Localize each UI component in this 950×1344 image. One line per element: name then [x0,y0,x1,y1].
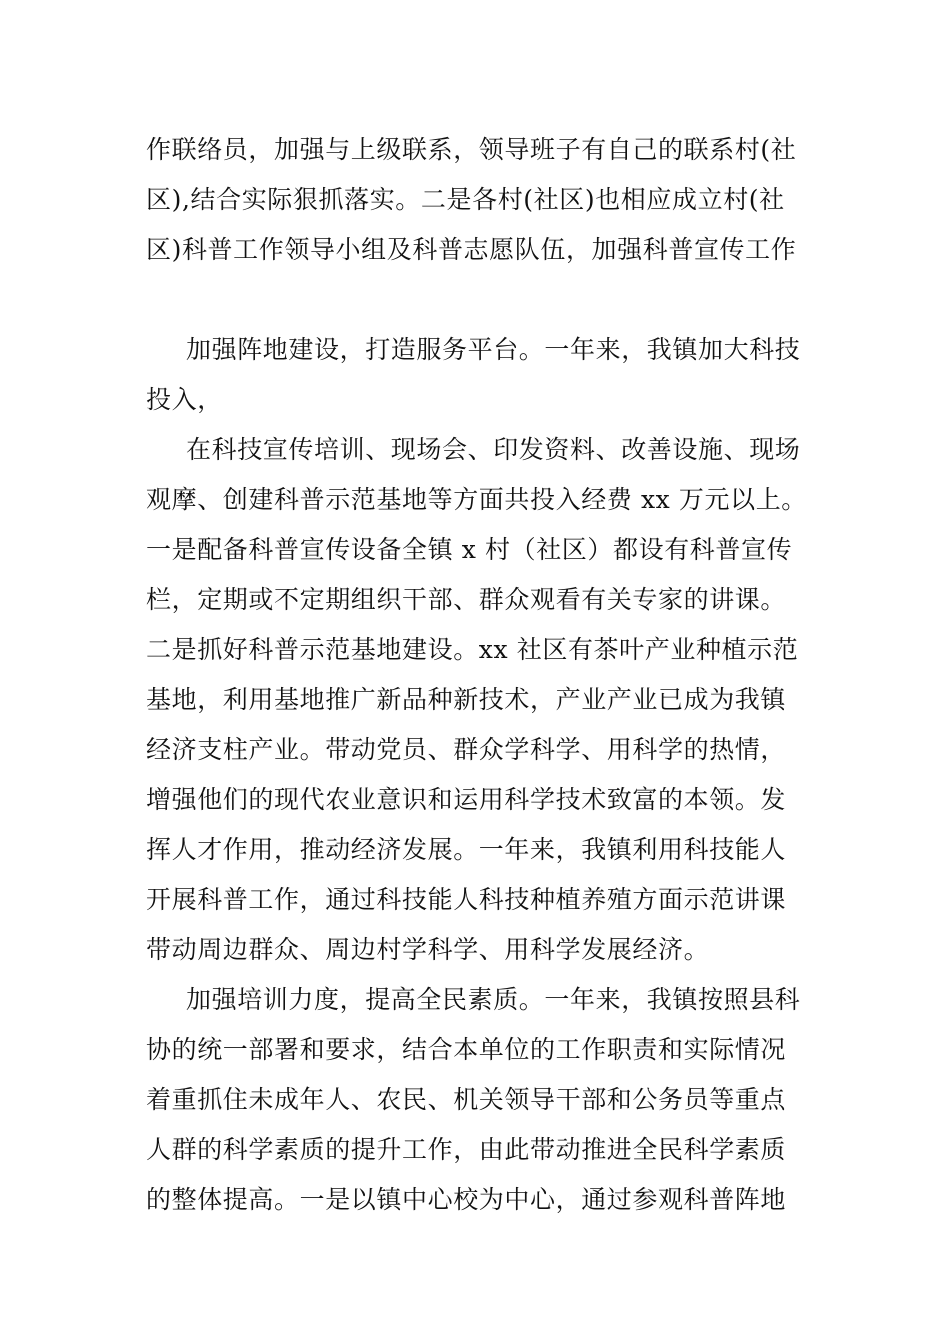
text-line: 着重抓住未成年人、农民、机关领导干部和公务员等重点 [146,1085,787,1114]
paragraph-first-line: 在科技宣传培训、现场会、印发资料、改善设施、现场 [186,435,801,464]
text-line: 投入， [146,385,223,414]
paragraph-first-line: 加强培训力度，提高全民素质。一年来，我镇按照县科 [186,985,801,1014]
text-line: 开展科普工作，通过科技能人科技种植养殖方面示范讲课 [146,885,787,914]
text-line: 协的统一部署和要求，结合本单位的工作职责和实际情况 [146,1035,787,1064]
text-line: 二是抓好科普示范基地建设。xx 社区有茶叶产业种植示范 [146,635,799,664]
text-line: 挥人才作用，推动经济发展。一年来，我镇利用科技能人 [146,835,787,864]
text-line: 观摩、创建科普示范基地等方面共投入经费 xx 万元以上。 [146,485,807,514]
text-line: 增强他们的现代农业意识和运用科学技术致富的本领。发 [146,785,787,814]
text-line: 的整体提高。一是以镇中心校为中心，通过参观科普阵地 [146,1185,787,1214]
paragraph-first-line: 加强阵地建设，打造服务平台。一年来，我镇加大科技 [186,335,801,364]
text-line: 作联络员，加强与上级联系，领导班子有自己的联系村(社 [146,135,797,164]
text-line: 基地，利用基地推广新品种新技术，产业产业已成为我镇 [146,685,787,714]
text-line: 带动周边群众、周边村学科学、用科学发展经济。 [146,935,710,964]
text-line: 栏，定期或不定期组织干部、群众观看有关专家的讲课。 [146,585,787,614]
text-line: 一是配备科普宣传设备全镇 x 村（社区）都设有科普宣传 [146,535,793,564]
text-line: 区),结合实际狠抓落实。二是各村(社区)也相应成立村(社 [146,185,785,214]
text-line: 区)科普工作领导小组及科普志愿队伍，加强科普宣传工作 [146,235,797,264]
text-line: 人群的科学素质的提升工作，由此带动推进全民科学素质 [146,1135,787,1164]
text-line: 经济支柱产业。带动党员、群众学科学、用科学的热情， [146,735,787,764]
